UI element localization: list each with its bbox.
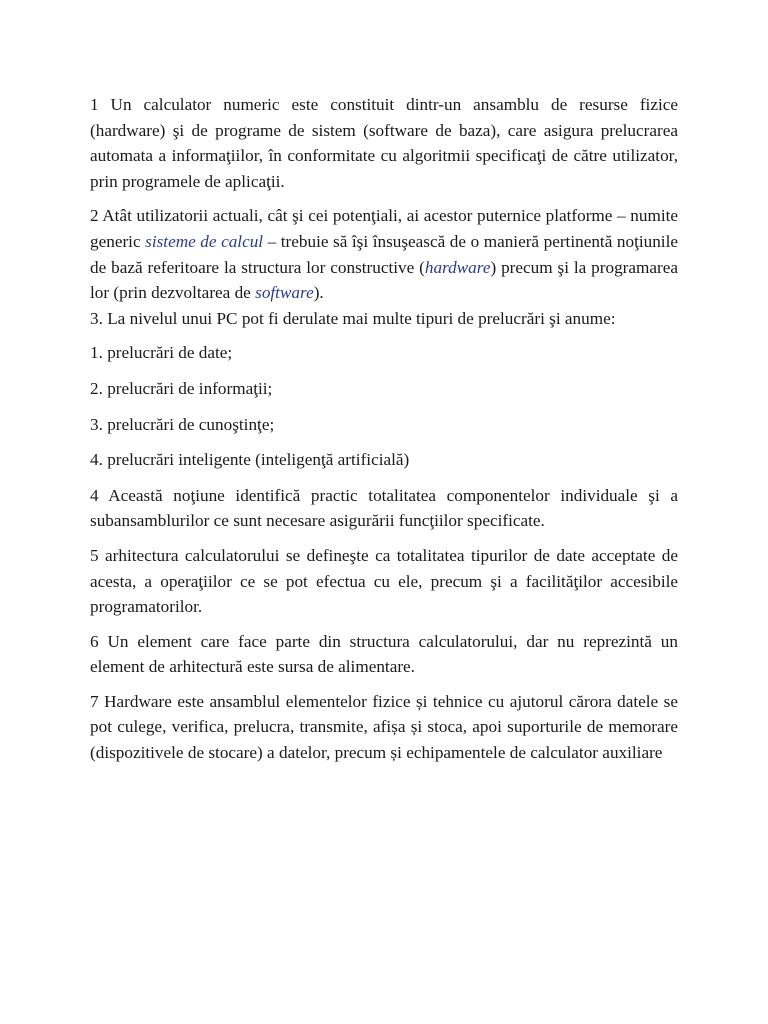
paragraph-1: 1 Un calculator numeric este constituit dintr-un ansamblu de resurse fizice (hardware) şi de programe de sistem (software de baza), care asigura prelucrarea automata a informaţiilor, în conformitate cu algoritmii specificaţi de către utilizator, prin programele de aplicaţii.	[90, 95, 678, 191]
paragraph-2-text-c: ) precum şi la programarea lor (prin dezvoltarea de	[90, 257, 678, 303]
paragraph-2-text-d: ).	[313, 283, 324, 303]
term-software: software	[255, 283, 314, 303]
paragraph-3: 3. La nivelul unui PC pot fi derulate mai multe tipuri de prelucrări şi anume:	[90, 308, 616, 328]
list-item: 4. prelucrări inteligente (inteligenţă artificială)	[90, 450, 410, 470]
term-hardware: hardware	[424, 257, 491, 277]
paragraph-2	[90, 203, 678, 305]
paragraph-5: 5 arhitectura calculatorului se defineşte ca totalitatea tipurilor de date acceptate de acesta, a operaţiilor ce se pot efectua cu ele, precum şi a facilităţilor accesibile programatorilor.	[90, 545, 678, 617]
term-sisteme-de-calcul: sisteme de calcul	[145, 231, 264, 251]
paragraph-4: 4 Această noţiune identifică practic totalitatea componentelor individuale şi a subansamblurilor ce sunt necesare asigurării funcţiilor specificate.	[90, 485, 678, 531]
list-item: 2. prelucrări de informaţii;	[90, 378, 273, 398]
list-item: 3. prelucrări de cunoştinţe;	[90, 414, 275, 434]
paragraph-7: 7 Hardware este ansamblul elementelor fizice și tehnice cu ajutorul cărora datele se pot culege, verifica, prelucra, transmite, afișa și stoca, apoi suporturile de memorare (dispozitivele de stocare) a datelor, precum și echipamentele de calculator auxiliare	[90, 691, 678, 763]
list-item: 1. prelucrări de date;	[90, 343, 233, 363]
paragraph-6: 6 Un element care face parte din structura calculatorului, dar nu reprezintă un element de arhitectură este sursa de alimentare.	[90, 631, 678, 677]
paragraph-2-text-b: – trebuie să îşi însuşească de o manieră pertinentă noţiunile de bază referitoare la structura lor constructive (	[90, 231, 678, 277]
document-page	[90, 92, 678, 775]
paragraph-2-text-a: 2 Atât utilizatorii actuali, cât şi cei potenţiali, ai acestor puternice platforme – numite generic	[90, 206, 678, 251]
